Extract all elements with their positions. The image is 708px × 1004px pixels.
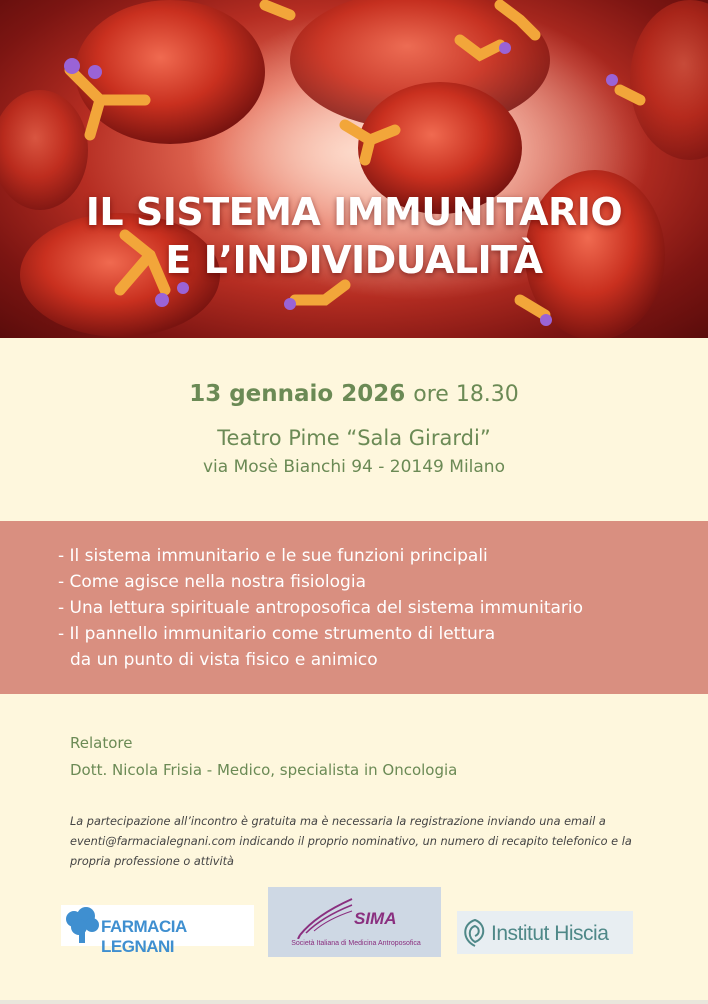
event-venue: Teatro Pime “Sala Girardi” <box>217 426 491 450</box>
speaker-label: Relatore <box>70 734 133 752</box>
sima-logo-text: SIMA <box>354 909 397 928</box>
topics-list <box>58 543 583 673</box>
tree-icon <box>64 907 100 945</box>
registration-note: La partecipazione all’incontro è gratuita ma è necessaria la registrazione inviando una email a eventi@farmacialegnani.com indicando il proprio nominativo, un numero di recapito telefonico e la propria professione o attività <box>70 815 632 868</box>
institut-hiscia-logo <box>457 911 633 954</box>
topic-item-continuation: da un punto di vista fisico e animico <box>70 650 378 670</box>
blood-cells-illustration <box>0 0 708 338</box>
sima-quill-icon <box>296 895 356 939</box>
farmacia-legnani-logo <box>61 905 254 956</box>
hiscia-swirl-icon <box>460 916 490 950</box>
topic-item: - Una lettura spirituale antroposofica del sistema immunitario <box>58 598 584 618</box>
sima-logo-subtitle: Società Italiana di Medicina Antroposofica <box>291 940 421 947</box>
event-time: ore 18.30 <box>413 382 519 407</box>
event-address: via Mosè Bianchi 94 - 20149 Milano <box>203 457 505 477</box>
event-title-line2: E L’INDIVIDUALITÀ <box>165 238 543 282</box>
event-date: 13 gennaio 2026 <box>189 381 406 407</box>
hero-banner <box>0 0 708 338</box>
topic-item: - Come agisce nella nostra fisiologia <box>58 572 366 592</box>
topic-item: - Il sistema immunitario e le sue funzioni principali <box>58 546 488 566</box>
event-title-line1: IL SISTEMA IMMUNITARIO <box>85 190 623 234</box>
farmacia-legnani-logo-text: FARMACIA LEGNANI <box>101 917 187 956</box>
topic-item: - Il pannello immunitario come strumento di lettura <box>58 624 496 644</box>
speaker-name: Dott. Nicola Frisia - Medico, specialista in Oncologia <box>70 761 458 779</box>
sima-logo <box>268 887 441 957</box>
event-date-time <box>0 381 708 407</box>
institut-hiscia-logo-text: Institut Hiscia <box>491 922 609 945</box>
